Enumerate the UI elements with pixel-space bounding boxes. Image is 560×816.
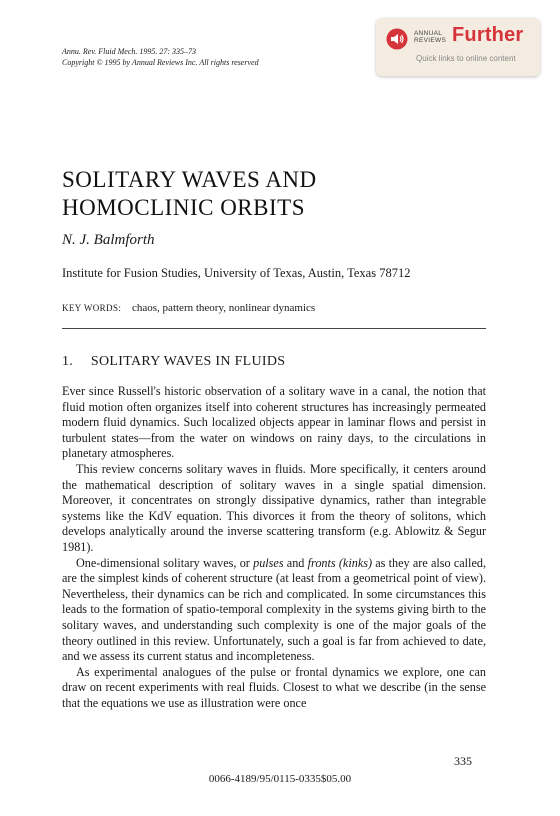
section-title: SOLITARY WAVES IN FLUIDS: [90, 354, 286, 369]
body-text: [62, 384, 486, 711]
emphasis-pulses: pulses: [253, 555, 284, 570]
section-heading: [62, 354, 285, 370]
further-banner[interactable]: [376, 18, 540, 76]
paragraph: Ever since Russell's historic observation of a solitary wave in a canal, the notion that fluid motion often organizes itself into coherent structures has increasingly permeated modern fluid dynamics. Such localized objects appear in laminar flows and persist in turbulent states—from the water on windows on rainy days, to the circulations in planetary atmospheres.: [62, 384, 486, 461]
keywords-text: chaos, pattern theory, nonlinear dynamics: [132, 302, 316, 314]
banner-tagline[interactable]: Quick links to online content: [416, 54, 516, 63]
page-number: 335: [454, 754, 472, 768]
title-line-2: HOMOCLINIC ORBITS: [62, 195, 305, 220]
paragraph: As experimental analogues of the pulse or frontal dynamics we explore, one can draw on recent experiments with real fluids. Closest to what we describe (in the sense that the equations we use as illustration were once: [62, 664, 486, 710]
paragraph: One-dimensional solitary waves, or pulses and fronts (kinks) as they are also called, are the simplest kinds of coherent structure (at least from a geometrical point of view). Nevertheless, their dynamics can be rich and complicated. In some circumstances this leads to the formation of spatio-temporal complexity in the systems giving birth to the solitary waves, and understanding such complexity is one of the major goals of the theory outlined in this review. Unfortunately, such a goal is far from achieved to date, and we assess its current status and incompleteness.: [62, 555, 486, 664]
further-wordmark: Further: [452, 24, 524, 46]
article-title: [62, 166, 317, 222]
journal-header: [62, 46, 259, 68]
divider: [62, 328, 486, 329]
author-affiliation: Institute for Fusion Studies, University of Texas, Austin, Texas 78712: [62, 266, 411, 280]
emphasis-fronts: fronts (kinks): [307, 555, 373, 570]
keywords: [62, 302, 315, 314]
annual-reviews-wordmark: ANNUAL REVIEWS: [414, 30, 447, 44]
paragraph: This review concerns solitary waves in fluids. More specifically, it centers around the mathematical description of solitary waves in a single spatial dimension. Moreover, it concentrates on strongly dissipative dynamics, rather than integrable systems like the KdV equation. This divorces it from the theory of solitons, which develops analytically around the inverse scattering transform (e.g. Ablowitz & Segur 1981).: [62, 461, 486, 554]
doi-code: 0066-4189/95/0115-0335$05.00: [208, 773, 352, 785]
speaker-logo-icon: [386, 28, 408, 50]
journal-citation: Annu. Rev. Fluid Mech. 1995. 27: 335–73: [62, 47, 197, 56]
author-name: N. J. Balmforth: [62, 232, 155, 248]
title-line-1: SOLITARY WAVES AND: [62, 167, 317, 192]
keywords-label: KEY WORDS:: [62, 303, 122, 313]
copyright-notice: Copyright © 1995 by Annual Reviews Inc. All rights reserved: [62, 58, 259, 67]
section-number: 1.: [62, 354, 74, 369]
